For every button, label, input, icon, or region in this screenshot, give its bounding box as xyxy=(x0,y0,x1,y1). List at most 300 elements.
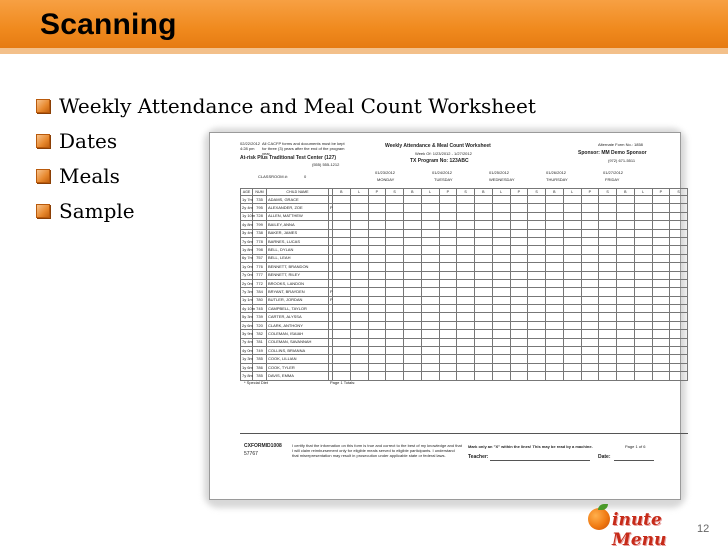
table-row xyxy=(241,263,688,271)
meal-checkbox-cell xyxy=(421,363,439,371)
meal-checkbox-cell xyxy=(404,279,422,287)
meal-checkbox-cell xyxy=(546,321,564,329)
meal-checkbox-cell xyxy=(457,254,475,262)
meal-checkbox-cell xyxy=(457,212,475,220)
meal-checkbox-cell xyxy=(563,254,581,262)
meal-checkbox-cell xyxy=(581,296,599,304)
meal-checkbox-cell xyxy=(581,279,599,287)
meal-checkbox-cell xyxy=(439,221,457,229)
meal-checkbox-cell xyxy=(492,237,510,245)
meal-checkbox-cell xyxy=(670,254,688,262)
meal-checkbox-cell xyxy=(439,305,457,313)
meal-checkbox-cell xyxy=(599,363,617,371)
bullet-item xyxy=(36,88,536,123)
meal-checkbox-cell xyxy=(439,196,457,204)
child-age: 6y 7m xyxy=(241,254,253,262)
meal-checkbox-cell xyxy=(599,338,617,346)
meal-checkbox-cell xyxy=(368,330,386,338)
retention-note: All CACFP forms and documents must be kept for three (3) years after the end of the program year. xyxy=(262,141,345,156)
child-flag: P xyxy=(329,288,333,296)
meal-checkbox-cell xyxy=(581,246,599,254)
meal-checkbox-cell xyxy=(563,338,581,346)
meal-checkbox-cell xyxy=(350,196,368,204)
child-num: 749 xyxy=(253,347,267,355)
page-number: 12 xyxy=(697,523,710,535)
meal-checkbox-cell xyxy=(421,338,439,346)
bullet-text: Meals xyxy=(59,163,120,188)
meal-checkbox-cell xyxy=(386,355,404,363)
meal-checkbox-cell xyxy=(670,338,688,346)
meal-checkbox-cell xyxy=(492,313,510,321)
meal-checkbox-cell xyxy=(439,237,457,245)
day-name: FRIDAY xyxy=(605,177,620,182)
apple-logo-icon xyxy=(588,508,610,530)
meal-checkbox-cell xyxy=(457,313,475,321)
child-num: 728 xyxy=(253,212,267,220)
child-name: ADAMS, GRACE xyxy=(267,196,329,204)
meal-checkbox-cell xyxy=(510,237,528,245)
meal-checkbox-cell xyxy=(475,221,493,229)
meal-checkbox-cell xyxy=(439,363,457,371)
machine-read-note: Mark only an "X" within the lines! This may be read by a machine. xyxy=(468,444,593,449)
meal-checkbox-cell xyxy=(563,212,581,220)
meal-checkbox-cell xyxy=(439,288,457,296)
meal-checkbox-cell xyxy=(617,254,635,262)
meal-checkbox-cell xyxy=(581,363,599,371)
meal-checkbox-cell xyxy=(510,196,528,204)
child-age: 1y 7m xyxy=(241,196,253,204)
meal-checkbox-cell xyxy=(528,313,546,321)
meal-checkbox-cell xyxy=(457,263,475,271)
meal-checkbox-cell xyxy=(670,372,688,380)
meal-checkbox-cell xyxy=(439,204,457,212)
meal-checkbox-cell xyxy=(670,321,688,329)
meal-checkbox-cell xyxy=(652,221,670,229)
meal-checkbox-cell xyxy=(546,246,564,254)
meal-checkbox-cell xyxy=(599,263,617,271)
meal-checkbox-cell xyxy=(617,212,635,220)
meal-checkbox-cell xyxy=(475,246,493,254)
meal-checkbox-cell xyxy=(634,296,652,304)
meal-checkbox-cell xyxy=(457,305,475,313)
special-diet: * Special Diet xyxy=(244,380,269,385)
day-date: 01/23/2012 xyxy=(375,170,396,175)
meal-checkbox-cell xyxy=(670,288,688,296)
table-row xyxy=(241,288,688,296)
child-age: 4y 8m xyxy=(241,221,253,229)
meal-checkbox-cell xyxy=(475,363,493,371)
meal-checkbox-cell xyxy=(421,229,439,237)
meal-checkbox-cell xyxy=(475,372,493,380)
meal-checkbox-cell xyxy=(652,279,670,287)
meal-checkbox-cell xyxy=(492,196,510,204)
meal-checkbox-cell xyxy=(439,372,457,380)
meal-checkbox-cell xyxy=(404,212,422,220)
meal-checkbox-cell xyxy=(617,288,635,296)
table-row xyxy=(241,296,688,304)
meal-checkbox-cell xyxy=(599,279,617,287)
meal-checkbox-cell xyxy=(457,338,475,346)
child-age: 1y 6m xyxy=(241,363,253,371)
meal-checkbox-cell xyxy=(350,372,368,380)
meal-checkbox-cell xyxy=(350,330,368,338)
print-time: 4:28 pm xyxy=(240,146,255,151)
meal-checkbox-cell xyxy=(368,288,386,296)
meal-checkbox-cell xyxy=(528,372,546,380)
meal-checkbox-cell xyxy=(563,196,581,204)
table-row xyxy=(241,305,688,313)
meal-header: L xyxy=(421,189,439,196)
table-row xyxy=(241,246,688,254)
meal-checkbox-cell xyxy=(652,313,670,321)
meal-checkbox-cell xyxy=(581,288,599,296)
meal-checkbox-cell xyxy=(475,330,493,338)
meal-checkbox-cell xyxy=(528,363,546,371)
meal-checkbox-cell xyxy=(457,246,475,254)
meal-checkbox-cell xyxy=(333,237,351,245)
meal-checkbox-cell xyxy=(670,355,688,363)
meal-checkbox-cell xyxy=(563,313,581,321)
day-date: 01/24/2012 xyxy=(432,170,453,175)
meal-header: B xyxy=(333,189,351,196)
meal-checkbox-cell xyxy=(599,271,617,279)
meal-checkbox-cell xyxy=(546,263,564,271)
meal-checkbox-cell xyxy=(457,321,475,329)
meal-checkbox-cell xyxy=(333,246,351,254)
meal-checkbox-cell xyxy=(439,330,457,338)
meal-checkbox-cell xyxy=(563,296,581,304)
checkbox-bullet-icon xyxy=(36,99,50,113)
meal-checkbox-cell xyxy=(599,204,617,212)
meal-checkbox-cell xyxy=(421,212,439,220)
meal-checkbox-cell xyxy=(670,237,688,245)
meal-checkbox-cell xyxy=(510,338,528,346)
meal-checkbox-cell xyxy=(528,212,546,220)
child-name: COOK, TYLER xyxy=(267,363,329,371)
meal-checkbox-cell xyxy=(404,347,422,355)
meal-checkbox-cell xyxy=(528,347,546,355)
meal-checkbox-cell xyxy=(439,271,457,279)
meal-checkbox-cell xyxy=(634,330,652,338)
meal-checkbox-cell xyxy=(652,355,670,363)
meal-checkbox-cell xyxy=(475,263,493,271)
meal-checkbox-cell xyxy=(510,355,528,363)
meal-checkbox-cell xyxy=(475,321,493,329)
meal-checkbox-cell xyxy=(528,288,546,296)
meal-checkbox-cell xyxy=(368,355,386,363)
meal-checkbox-cell xyxy=(439,229,457,237)
meal-checkbox-cell xyxy=(457,288,475,296)
meal-checkbox-cell xyxy=(350,246,368,254)
meal-checkbox-cell xyxy=(350,313,368,321)
meal-checkbox-cell xyxy=(386,254,404,262)
meal-checkbox-cell xyxy=(492,204,510,212)
meal-checkbox-cell xyxy=(510,221,528,229)
meal-checkbox-cell xyxy=(404,313,422,321)
meal-checkbox-cell xyxy=(581,212,599,220)
meal-checkbox-cell xyxy=(510,212,528,220)
meal-checkbox-cell xyxy=(634,254,652,262)
meal-checkbox-cell xyxy=(333,221,351,229)
meal-checkbox-cell xyxy=(546,237,564,245)
meal-checkbox-cell xyxy=(634,321,652,329)
meal-checkbox-cell xyxy=(510,288,528,296)
meal-checkbox-cell xyxy=(581,229,599,237)
meal-checkbox-cell xyxy=(350,355,368,363)
meal-checkbox-cell xyxy=(546,330,564,338)
meal-checkbox-cell xyxy=(333,204,351,212)
table-row xyxy=(241,212,688,220)
meal-checkbox-cell xyxy=(475,347,493,355)
meal-checkbox-cell xyxy=(368,254,386,262)
meal-checkbox-cell xyxy=(652,321,670,329)
meal-checkbox-cell xyxy=(492,229,510,237)
day-date: 01/27/2012 xyxy=(603,170,624,175)
meal-checkbox-cell xyxy=(546,271,564,279)
meal-checkbox-cell xyxy=(457,330,475,338)
child-num: 795 xyxy=(253,204,267,212)
meal-checkbox-cell xyxy=(439,254,457,262)
meal-checkbox-cell xyxy=(386,279,404,287)
meal-checkbox-cell xyxy=(457,279,475,287)
meal-header: L xyxy=(634,189,652,196)
meal-checkbox-cell xyxy=(670,363,688,371)
meal-checkbox-cell xyxy=(528,279,546,287)
meal-checkbox-cell xyxy=(670,204,688,212)
form-id: 57767 xyxy=(244,451,258,457)
meal-checkbox-cell xyxy=(333,279,351,287)
child-age: 7y 3m xyxy=(241,288,253,296)
child-age: 7y 0m xyxy=(241,271,253,279)
meal-checkbox-cell xyxy=(350,271,368,279)
meal-checkbox-cell xyxy=(634,305,652,313)
meal-checkbox-cell xyxy=(599,288,617,296)
meal-checkbox-cell xyxy=(492,254,510,262)
meal-checkbox-cell xyxy=(599,305,617,313)
meal-checkbox-cell xyxy=(439,246,457,254)
meal-checkbox-cell xyxy=(510,246,528,254)
meal-checkbox-cell xyxy=(528,221,546,229)
meal-checkbox-cell xyxy=(492,363,510,371)
meal-checkbox-cell xyxy=(457,296,475,304)
meal-checkbox-cell xyxy=(386,347,404,355)
day-date: 01/26/2012 xyxy=(546,170,567,175)
meal-checkbox-cell xyxy=(563,246,581,254)
meal-checkbox-cell xyxy=(350,212,368,220)
center-phone: (555) 555-1212 xyxy=(312,162,340,167)
meal-checkbox-cell xyxy=(617,246,635,254)
table-row xyxy=(241,254,688,262)
meal-checkbox-cell xyxy=(652,330,670,338)
meal-checkbox-cell xyxy=(546,229,564,237)
child-name: CLARK, ANTHONY xyxy=(267,321,329,329)
meal-checkbox-cell xyxy=(634,271,652,279)
meal-header: S xyxy=(670,189,688,196)
meal-checkbox-cell xyxy=(617,204,635,212)
child-num: 777 xyxy=(253,271,267,279)
meal-checkbox-cell xyxy=(617,355,635,363)
meal-checkbox-cell xyxy=(421,246,439,254)
meal-checkbox-cell xyxy=(475,355,493,363)
meal-checkbox-cell xyxy=(510,271,528,279)
meal-checkbox-cell xyxy=(599,355,617,363)
meal-header: P xyxy=(510,189,528,196)
meal-header: L xyxy=(350,189,368,196)
meal-checkbox-cell xyxy=(333,330,351,338)
meal-checkbox-cell xyxy=(421,254,439,262)
meal-checkbox-cell xyxy=(546,296,564,304)
meal-checkbox-cell xyxy=(617,313,635,321)
child-name: BENNETT, RILEY xyxy=(267,271,329,279)
meal-checkbox-cell xyxy=(492,372,510,380)
meal-checkbox-cell xyxy=(617,237,635,245)
child-num: 720 xyxy=(253,321,267,329)
child-age: 7y 4m xyxy=(241,338,253,346)
meal-checkbox-cell xyxy=(652,246,670,254)
meal-checkbox-cell xyxy=(475,204,493,212)
meal-checkbox-cell xyxy=(457,355,475,363)
meal-checkbox-cell xyxy=(581,221,599,229)
meal-checkbox-cell xyxy=(634,363,652,371)
meal-checkbox-cell xyxy=(652,372,670,380)
meal-checkbox-cell xyxy=(439,355,457,363)
meal-checkbox-cell xyxy=(404,237,422,245)
meal-checkbox-cell xyxy=(599,212,617,220)
meal-checkbox-cell xyxy=(475,229,493,237)
child-name: BAKER, JAMES xyxy=(267,229,329,237)
meal-checkbox-cell xyxy=(510,363,528,371)
meal-checkbox-cell xyxy=(634,372,652,380)
meal-checkbox-cell xyxy=(510,305,528,313)
meal-checkbox-cell xyxy=(368,271,386,279)
meal-checkbox-cell xyxy=(350,288,368,296)
meal-checkbox-cell xyxy=(670,221,688,229)
meal-checkbox-cell xyxy=(386,246,404,254)
meal-checkbox-cell xyxy=(617,196,635,204)
meal-checkbox-cell xyxy=(350,237,368,245)
child-name: COLLINS, BRIANNA xyxy=(267,347,329,355)
meal-checkbox-cell xyxy=(457,237,475,245)
meal-checkbox-cell xyxy=(581,372,599,380)
meal-checkbox-cell xyxy=(421,296,439,304)
meal-checkbox-cell xyxy=(368,229,386,237)
meal-checkbox-cell xyxy=(528,321,546,329)
meal-checkbox-cell xyxy=(617,338,635,346)
child-name: ALLEN, MATTHEW xyxy=(267,212,329,220)
child-age: 1y 3m xyxy=(241,355,253,363)
child-num: 776 xyxy=(253,263,267,271)
meal-checkbox-cell xyxy=(510,347,528,355)
meal-checkbox-cell xyxy=(617,347,635,355)
child-name: BARNES, LUCAS xyxy=(267,237,329,245)
meal-checkbox-cell xyxy=(439,296,457,304)
checkbox-bullet-icon xyxy=(36,169,50,183)
meal-checkbox-cell xyxy=(599,229,617,237)
table-row xyxy=(241,221,688,229)
meal-checkbox-cell xyxy=(421,313,439,321)
meal-checkbox-cell xyxy=(599,196,617,204)
title-underline xyxy=(0,48,728,54)
meal-checkbox-cell xyxy=(404,288,422,296)
meal-checkbox-cell xyxy=(492,246,510,254)
table-row xyxy=(241,355,688,363)
child-age: 2y 6m xyxy=(241,321,253,329)
meal-checkbox-cell xyxy=(528,305,546,313)
table-row xyxy=(241,330,688,338)
worksheet-title: Weekly Attendance & Meal Count Worksheet xyxy=(385,143,491,149)
meal-checkbox-cell xyxy=(528,254,546,262)
meal-checkbox-cell xyxy=(563,305,581,313)
meal-checkbox-cell xyxy=(350,221,368,229)
meal-checkbox-cell xyxy=(581,271,599,279)
meal-checkbox-cell xyxy=(563,372,581,380)
meal-checkbox-cell xyxy=(492,347,510,355)
meal-checkbox-cell xyxy=(634,221,652,229)
child-num: 772 xyxy=(253,279,267,287)
meal-checkbox-cell xyxy=(421,288,439,296)
name-header: CHILD NAME xyxy=(267,189,329,196)
meal-checkbox-cell xyxy=(333,263,351,271)
meal-checkbox-cell xyxy=(617,229,635,237)
meal-checkbox-cell xyxy=(404,229,422,237)
meal-checkbox-cell xyxy=(386,313,404,321)
meal-checkbox-cell xyxy=(617,263,635,271)
table-row xyxy=(241,372,688,380)
child-num: 781 xyxy=(253,338,267,346)
table-row xyxy=(241,313,688,321)
worksheet-image xyxy=(209,132,681,500)
meal-checkbox-cell xyxy=(386,330,404,338)
child-age: 3y 4m xyxy=(241,229,253,237)
meal-checkbox-cell xyxy=(404,330,422,338)
meal-checkbox-cell xyxy=(350,347,368,355)
meal-checkbox-cell xyxy=(563,363,581,371)
checkbox-bullet-icon xyxy=(36,134,50,148)
meal-checkbox-cell xyxy=(333,313,351,321)
classroom-label: CLASSROOM #: xyxy=(258,174,289,179)
meal-header: S xyxy=(599,189,617,196)
meal-checkbox-cell xyxy=(546,355,564,363)
meal-checkbox-cell xyxy=(581,347,599,355)
meal-checkbox-cell xyxy=(563,221,581,229)
page-of: Page 1 of 6 xyxy=(625,444,646,449)
meal-checkbox-cell xyxy=(404,305,422,313)
grid-header-row xyxy=(241,189,688,196)
child-name: BROOKS, LANDON xyxy=(267,279,329,287)
meal-checkbox-cell xyxy=(652,204,670,212)
page-totals: Page 1 Totals: xyxy=(330,380,356,385)
table-row xyxy=(241,347,688,355)
meal-checkbox-cell xyxy=(546,288,564,296)
meal-checkbox-cell xyxy=(386,263,404,271)
meal-checkbox-cell xyxy=(350,229,368,237)
meal-checkbox-cell xyxy=(492,279,510,287)
meal-checkbox-cell xyxy=(563,279,581,287)
meal-checkbox-cell xyxy=(617,305,635,313)
meal-checkbox-cell xyxy=(475,338,493,346)
meal-checkbox-cell xyxy=(670,263,688,271)
print-date: 02/22/2012 xyxy=(240,141,261,146)
child-age: 3y 9m xyxy=(241,330,253,338)
meal-checkbox-cell xyxy=(333,305,351,313)
meal-checkbox-cell xyxy=(581,330,599,338)
meal-checkbox-cell xyxy=(581,204,599,212)
child-name: DAVIS, EMMA xyxy=(267,372,329,380)
table-row xyxy=(241,271,688,279)
meal-checkbox-cell xyxy=(581,237,599,245)
meal-checkbox-cell xyxy=(333,347,351,355)
meal-checkbox-cell xyxy=(421,263,439,271)
